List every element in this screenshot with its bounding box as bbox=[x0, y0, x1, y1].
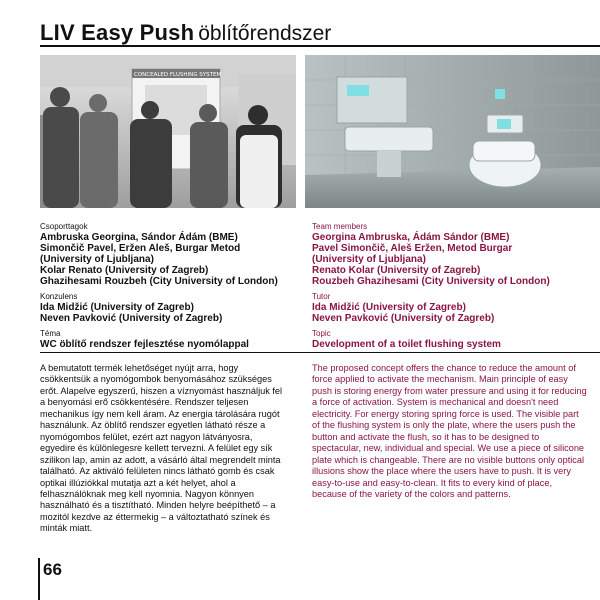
page-number: 66 bbox=[43, 560, 62, 579]
topic-label: Topic bbox=[312, 329, 331, 338]
page-number-bar bbox=[38, 558, 40, 600]
tutor-line: Neven Pavković (University of Zagreb) bbox=[40, 313, 223, 324]
tutor-line: Neven Pavković (University of Zagreb) bbox=[312, 313, 495, 324]
team-line: Georgina Ambruska, Ádám Sándor (BME) bbox=[312, 232, 510, 243]
body-text-en: The proposed concept offers the chance to reduce the amount of force applied to activate the mechanism. Main principle of easy push is storing energy from water pressure and using it for reducing a force of activation. System is mechanical and doesn't need electricity. For energy storing spring force is used. The visible part of the flushing system is only the plate, where the users push the button and activate the flush, so it has to be designed to spectacular, new, individual and special. We use a piece of silicone plate which is changeable. There are no visible buttons only optical illusions show the place where the users have to push. It is very easy-to-use and easy-to-clean. It fits to every kind of place, because of the variety of the colors and patterns. bbox=[312, 363, 587, 499]
tutor-line: Ida Midžić (University of Zagreb) bbox=[40, 302, 194, 313]
team-line: Renato Kolar (University of Zagreb) bbox=[312, 265, 481, 276]
team-line: Simončič Pavel, Eržen Aleš, Burgar Metod bbox=[40, 243, 241, 254]
team-line: Ambruska Georgina, Sándor Ádám (BME) bbox=[40, 232, 238, 243]
info-block-en bbox=[312, 222, 582, 350]
tutor-label: Konzulens bbox=[40, 292, 78, 301]
team-photo bbox=[40, 55, 296, 208]
team-label: Team members bbox=[312, 222, 368, 231]
tutor-label: Tutor bbox=[312, 292, 331, 301]
body-text-hu: A bemutatott termék lehetőséget nyújt arra, hogy csökkentsük a nyomógombok benyomásához szükséges erőt. Alapelve egyszerű, hiszen a víznyomást használjuk fel a benyomási erő csökkentésére. Rendszer teljesen mechanikus így nem kell áram. Az energia tárolására rugót használunk. Az öblítő rendszer egyetlen látható része a nyomógombos felület, ezért azt nagyon látványosra, egyedire és különlegesre kellett tervezni. A felület egy sík szilikon lap, amin az adott, a vásárló által megrendelt minta található. Az aktiváló felületen nincs látható gomb és csak optikai illúziókkal mutatja azt a két helyet, ahol a felhasználóknak meg kell nyomnia. Nagyon könnyen használható és a tisztítható. Minden helyre beépíthető – a mozitól kezdve az éttermekig – a változtatható színek és minták miatt. bbox=[40, 363, 283, 534]
team-line: (University of Ljubljana) bbox=[312, 254, 426, 265]
banner-text: CONCEALED FLUSHING SYSTEM bbox=[134, 72, 222, 78]
topic-label: Téma bbox=[40, 329, 61, 338]
info-block-hu bbox=[40, 222, 310, 350]
title-bold: LIV Easy Push bbox=[40, 20, 195, 45]
topic-text: Development of a toilet flushing system bbox=[312, 339, 501, 350]
title-rest: öblítőrendszer bbox=[198, 22, 332, 45]
team-line: Pavel Simončič, Aleš Eržen, Metod Burgar bbox=[312, 243, 513, 254]
team-line: Rouzbeh Ghazihesami (City University of London) bbox=[312, 276, 550, 287]
team-line: Ghazihesami Rouzbeh (City University of London) bbox=[40, 276, 278, 287]
title-rule bbox=[40, 45, 600, 47]
team-line: (University of Ljubljana) bbox=[40, 254, 154, 265]
team-label: Csoporttagok bbox=[40, 222, 88, 231]
topic-text: WC öblítő rendszer fejlesztése nyomólappal bbox=[40, 339, 249, 350]
section-rule bbox=[40, 352, 600, 353]
team-line: Kolar Renato (University of Zagreb) bbox=[40, 265, 209, 276]
page-title bbox=[40, 20, 600, 48]
bathroom-render bbox=[305, 55, 600, 208]
tutor-line: Ida Midžić (University of Zagreb) bbox=[312, 302, 466, 313]
